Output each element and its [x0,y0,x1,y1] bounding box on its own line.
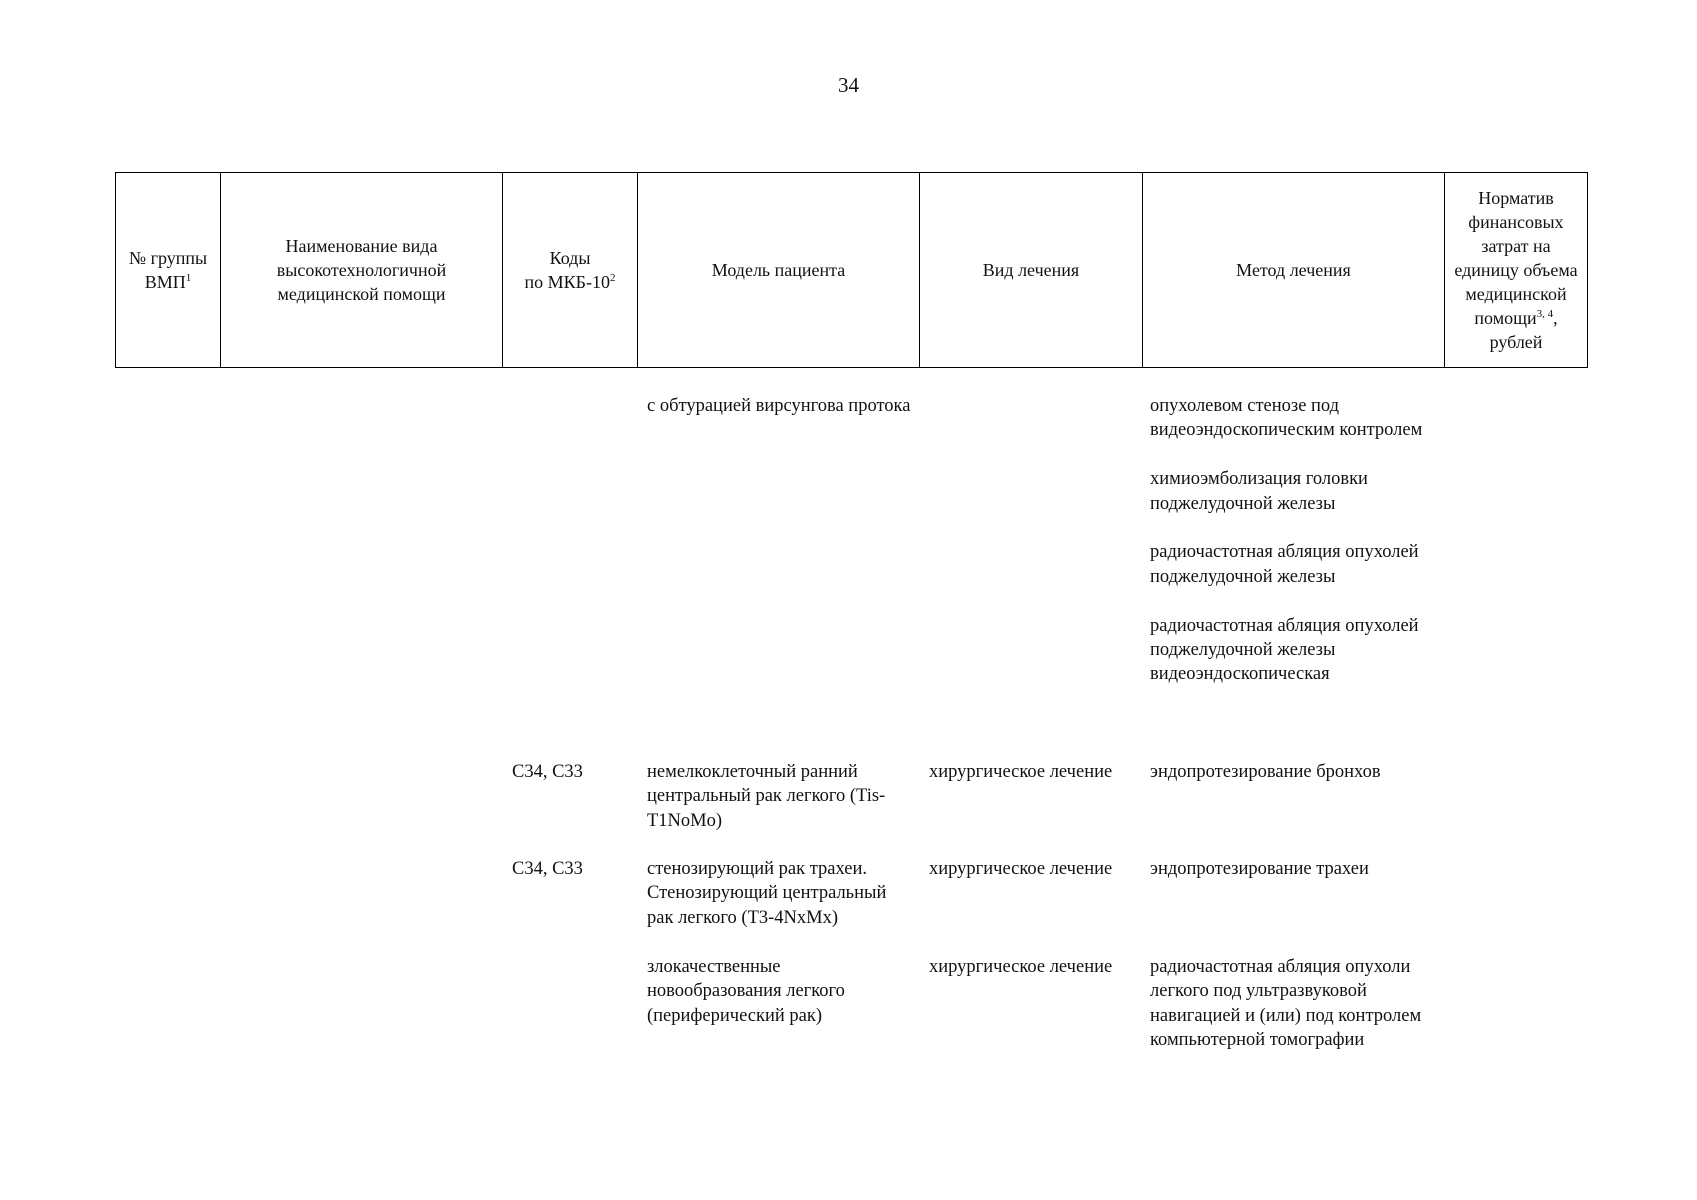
method-item: химиоэмболизация головки поджелудочной железы [1150,469,1368,514]
row-0-treatment-methods [1150,394,1435,687]
row-3-patient-model: злокачественные новообразования легкого (периферический рак) [647,957,845,1026]
method-item: радиочастотная абляция опухолей поджелудочной железы [1150,542,1419,587]
header-patient-model: Модель пациента [638,173,920,368]
table-header [115,172,1588,368]
method-item: радиочастотная абляция опухолей поджелудочной железы видеоэндоскопическая [1150,615,1419,685]
header-group-number: № группы ВМП$^1$ [116,173,221,368]
header-care-type-name: Наименование вида высокотехнологичной медицинской помощи [221,173,503,368]
row-1-treatment-method: эндопротезирование бронхов [1150,762,1381,782]
header-treatment-method: Метод лечения [1143,173,1445,368]
method-item: опухолевом стенозе под видеоэндоскопическим контролем [1150,396,1423,441]
header-treatment-kind: Вид лечения [920,173,1143,368]
row-2-treatment-method: эндопротезирование трахеи [1150,859,1369,879]
row-3-treatment-kind: хирургическое лечение [929,957,1113,977]
row-0-patient-model: с обтурацией вирсунгова протока [647,396,911,416]
page-number: 34 [838,73,859,97]
row-1-icd-codes: C34, C33 [512,762,583,782]
row-2-treatment-kind: хирургическое лечение [929,859,1113,879]
header-cost-standard: Норматив финансовых затрат на единицу объема медицинской помощи$^{3, 4}$, рублей [1445,173,1588,368]
header-icd-codes: Коды по МКБ-$10^2$ [503,173,638,368]
row-3-treatment-method: радиочастотная абляция опухоли легкого под ультразвуковой навигацией и (или) под контролем компьютерной томографии [1150,957,1422,1051]
row-1-treatment-kind: хирургическое лечение [929,762,1113,782]
row-1-patient-model: немелкоклеточный ранний центральный рак легкого (Tis-T1NoMo) [647,762,886,831]
row-2-icd-codes: C34, C33 [512,859,583,879]
row-2-patient-model: стенозирующий рак трахеи. Стенозирующий центральный рак легкого (T3-4NxMx) [647,859,887,928]
